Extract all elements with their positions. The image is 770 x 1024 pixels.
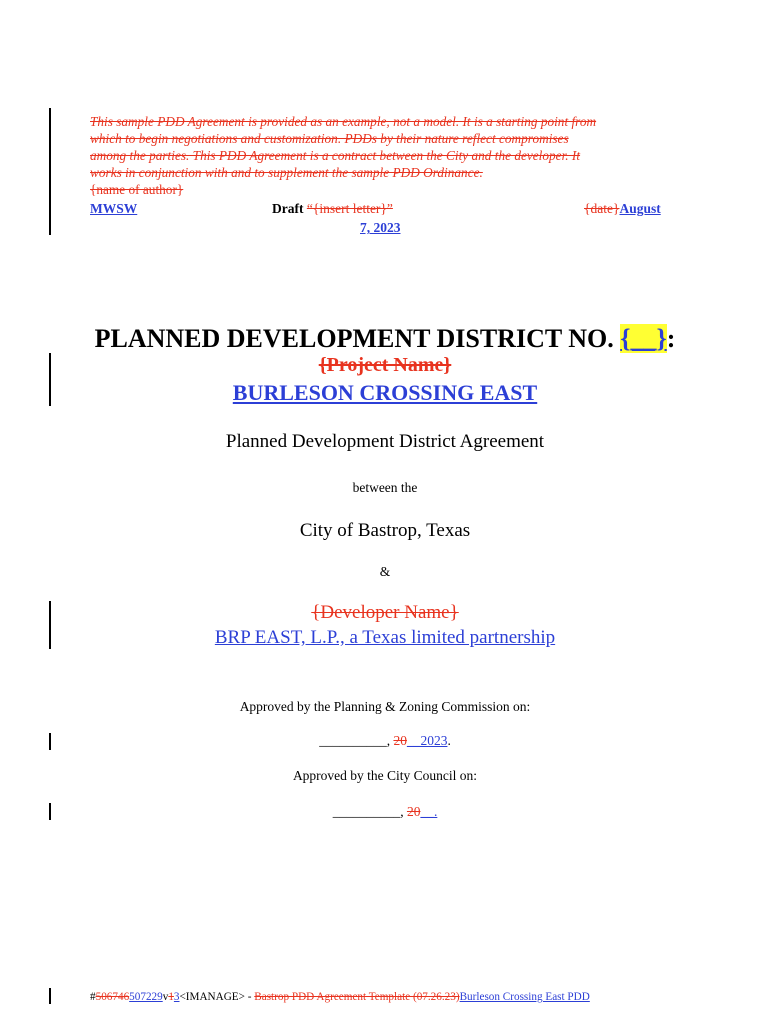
footer-version-prefix: v: [162, 991, 169, 1003]
district-number-placeholder: {__}: [620, 324, 667, 353]
cc-date-blank: __________: [332, 804, 401, 819]
title-colon: :: [666, 324, 676, 353]
footer-version-deleted: 1: [168, 991, 174, 1003]
notice-line: which to begin negotiations and customization. PDDs by their nature reflect compromises: [90, 131, 569, 146]
cc-year-deleted: 20: [406, 804, 421, 819]
pz-approval-label: Approved by the Planning & Zoning Commission on:: [239, 699, 531, 714]
pz-date-separator: ,: [386, 733, 394, 748]
date-placeholder-deleted: {date}: [584, 201, 620, 216]
footer-imanage: <IMANAGE> -: [179, 991, 255, 1003]
between-text: between the: [352, 480, 418, 495]
city-name: City of Bastrop, Texas: [299, 520, 471, 541]
title-main: PLANNED DEVELOPMENT DISTRICT NO.: [94, 324, 614, 353]
footer-template-inserted: Burleson Crossing East PDD: [459, 991, 590, 1003]
project-name-inserted: BURLESON CROSSING EAST: [232, 380, 538, 405]
pz-year-inserted: __2023: [406, 733, 448, 748]
project-name-deleted: {Project Name}: [318, 354, 452, 376]
footer-hash: #: [90, 991, 96, 1003]
cc-date-separator: ,: [400, 804, 407, 819]
draft-date: [584, 201, 661, 217]
draft-letter-deleted: “{insert letter}”: [306, 201, 393, 216]
author-initials: MWSW: [90, 201, 138, 216]
notice-line: works in conjunction with and to supplement the sample PDD Ordinance.: [90, 165, 483, 180]
pz-year-deleted: 20: [393, 733, 407, 748]
document-footer: [90, 991, 590, 1003]
developer-name-deleted: {Developer Name}: [311, 602, 459, 623]
cc-year-inserted: __: [420, 804, 434, 819]
pz-date-end: .: [447, 733, 451, 748]
pz-date-blank: __________: [319, 733, 387, 748]
date-month-inserted: August: [619, 201, 661, 216]
notice-line: among the parties. This PDD Agreement is a contract between the City and the developer. It: [90, 148, 581, 163]
agreement-type: Planned Development District Agreement: [225, 431, 545, 452]
change-bar-footer: [49, 988, 51, 1004]
footer-version-inserted: 3: [173, 991, 180, 1003]
draft-word: Draft: [272, 201, 304, 216]
footer-docnum-inserted: 507229: [129, 991, 163, 1003]
document-title: [0, 324, 770, 354]
change-bar-notice: [49, 108, 51, 235]
cc-approval-date: [0, 804, 770, 820]
author-placeholder: {name of author}: [90, 182, 184, 197]
cc-date-end: .: [433, 804, 438, 819]
ampersand: &: [379, 564, 391, 579]
developer-name-inserted: BRP EAST, L.P., a Texas limited partnership: [214, 627, 556, 648]
notice-line: This sample PDD Agreement is provided as an example, not a model. It is a starting point from: [90, 114, 597, 129]
footer-docnum-deleted: 506746: [95, 991, 130, 1003]
draft-label: [272, 201, 393, 217]
date-day-year-inserted: 7, 2023: [360, 220, 401, 235]
pz-approval-date: [0, 733, 770, 749]
footer-template-deleted: Bastrop PDD Agreement Template (07.26.23): [254, 991, 460, 1003]
cc-approval-label: Approved by the City Council on:: [292, 768, 478, 783]
